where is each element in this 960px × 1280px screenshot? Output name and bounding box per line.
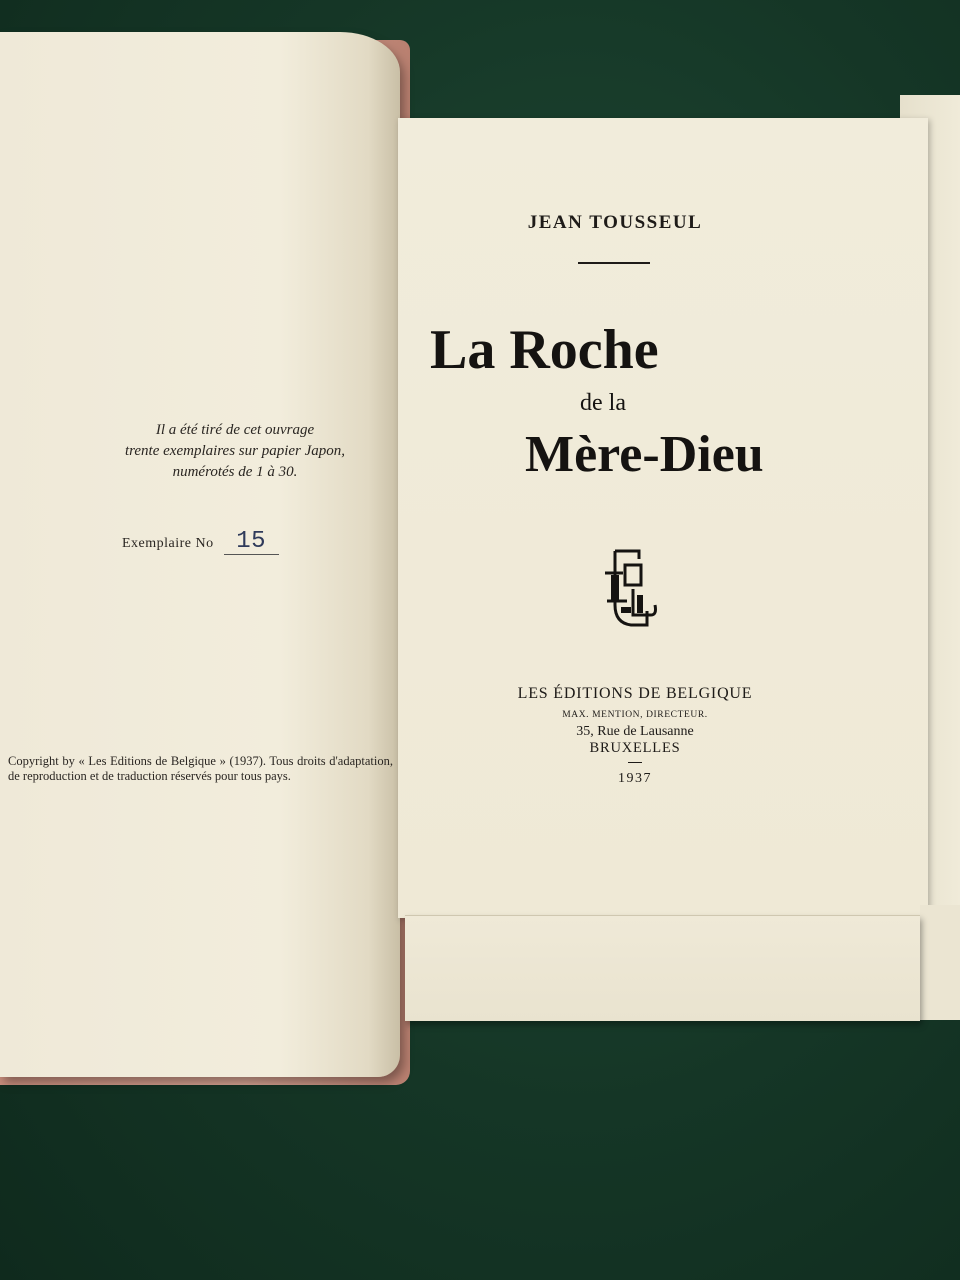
- publisher-director: MAX. MENTION, DIRECTEUR.: [562, 710, 708, 720]
- publication-year: 1937: [618, 771, 652, 786]
- book-title-line-1: La Roche: [430, 319, 659, 381]
- justification-line: numérotés de 1 à 30.: [172, 464, 298, 480]
- publisher-city: BRUXELLES: [589, 740, 681, 756]
- author-divider: [578, 262, 650, 264]
- copy-number-label: Exemplaire No: [122, 536, 214, 551]
- publisher-address: 35, Rue de Lausanne: [576, 724, 694, 739]
- title-page: [398, 118, 928, 918]
- publisher-name: LES ÉDITIONS DE BELGIQUE: [517, 685, 753, 702]
- copy-number-line: [122, 530, 279, 555]
- author-name: JEAN TOUSSEUL: [527, 212, 703, 233]
- justification-line: Il a été tiré de cet ouvrage: [155, 422, 315, 438]
- copyright-notice: Copyright by « Les Editions de Belgique » (1937). Tous droits d'adaptation, de reproduction et de traduction réservés pour tous pays.: [8, 754, 393, 783]
- book-title-line-3: Mère-Dieu: [525, 426, 764, 483]
- copy-number: 15: [224, 530, 279, 555]
- year-divider: [628, 762, 642, 763]
- page-flap-edge: [920, 905, 960, 1020]
- justification-line: trente exemplaires sur papier Japon,: [124, 443, 346, 459]
- limited-edition-note: [100, 420, 370, 483]
- page-flap: [405, 915, 920, 1021]
- book-title-line-2: de la: [580, 390, 626, 416]
- publisher-monogram-icon: [597, 545, 659, 631]
